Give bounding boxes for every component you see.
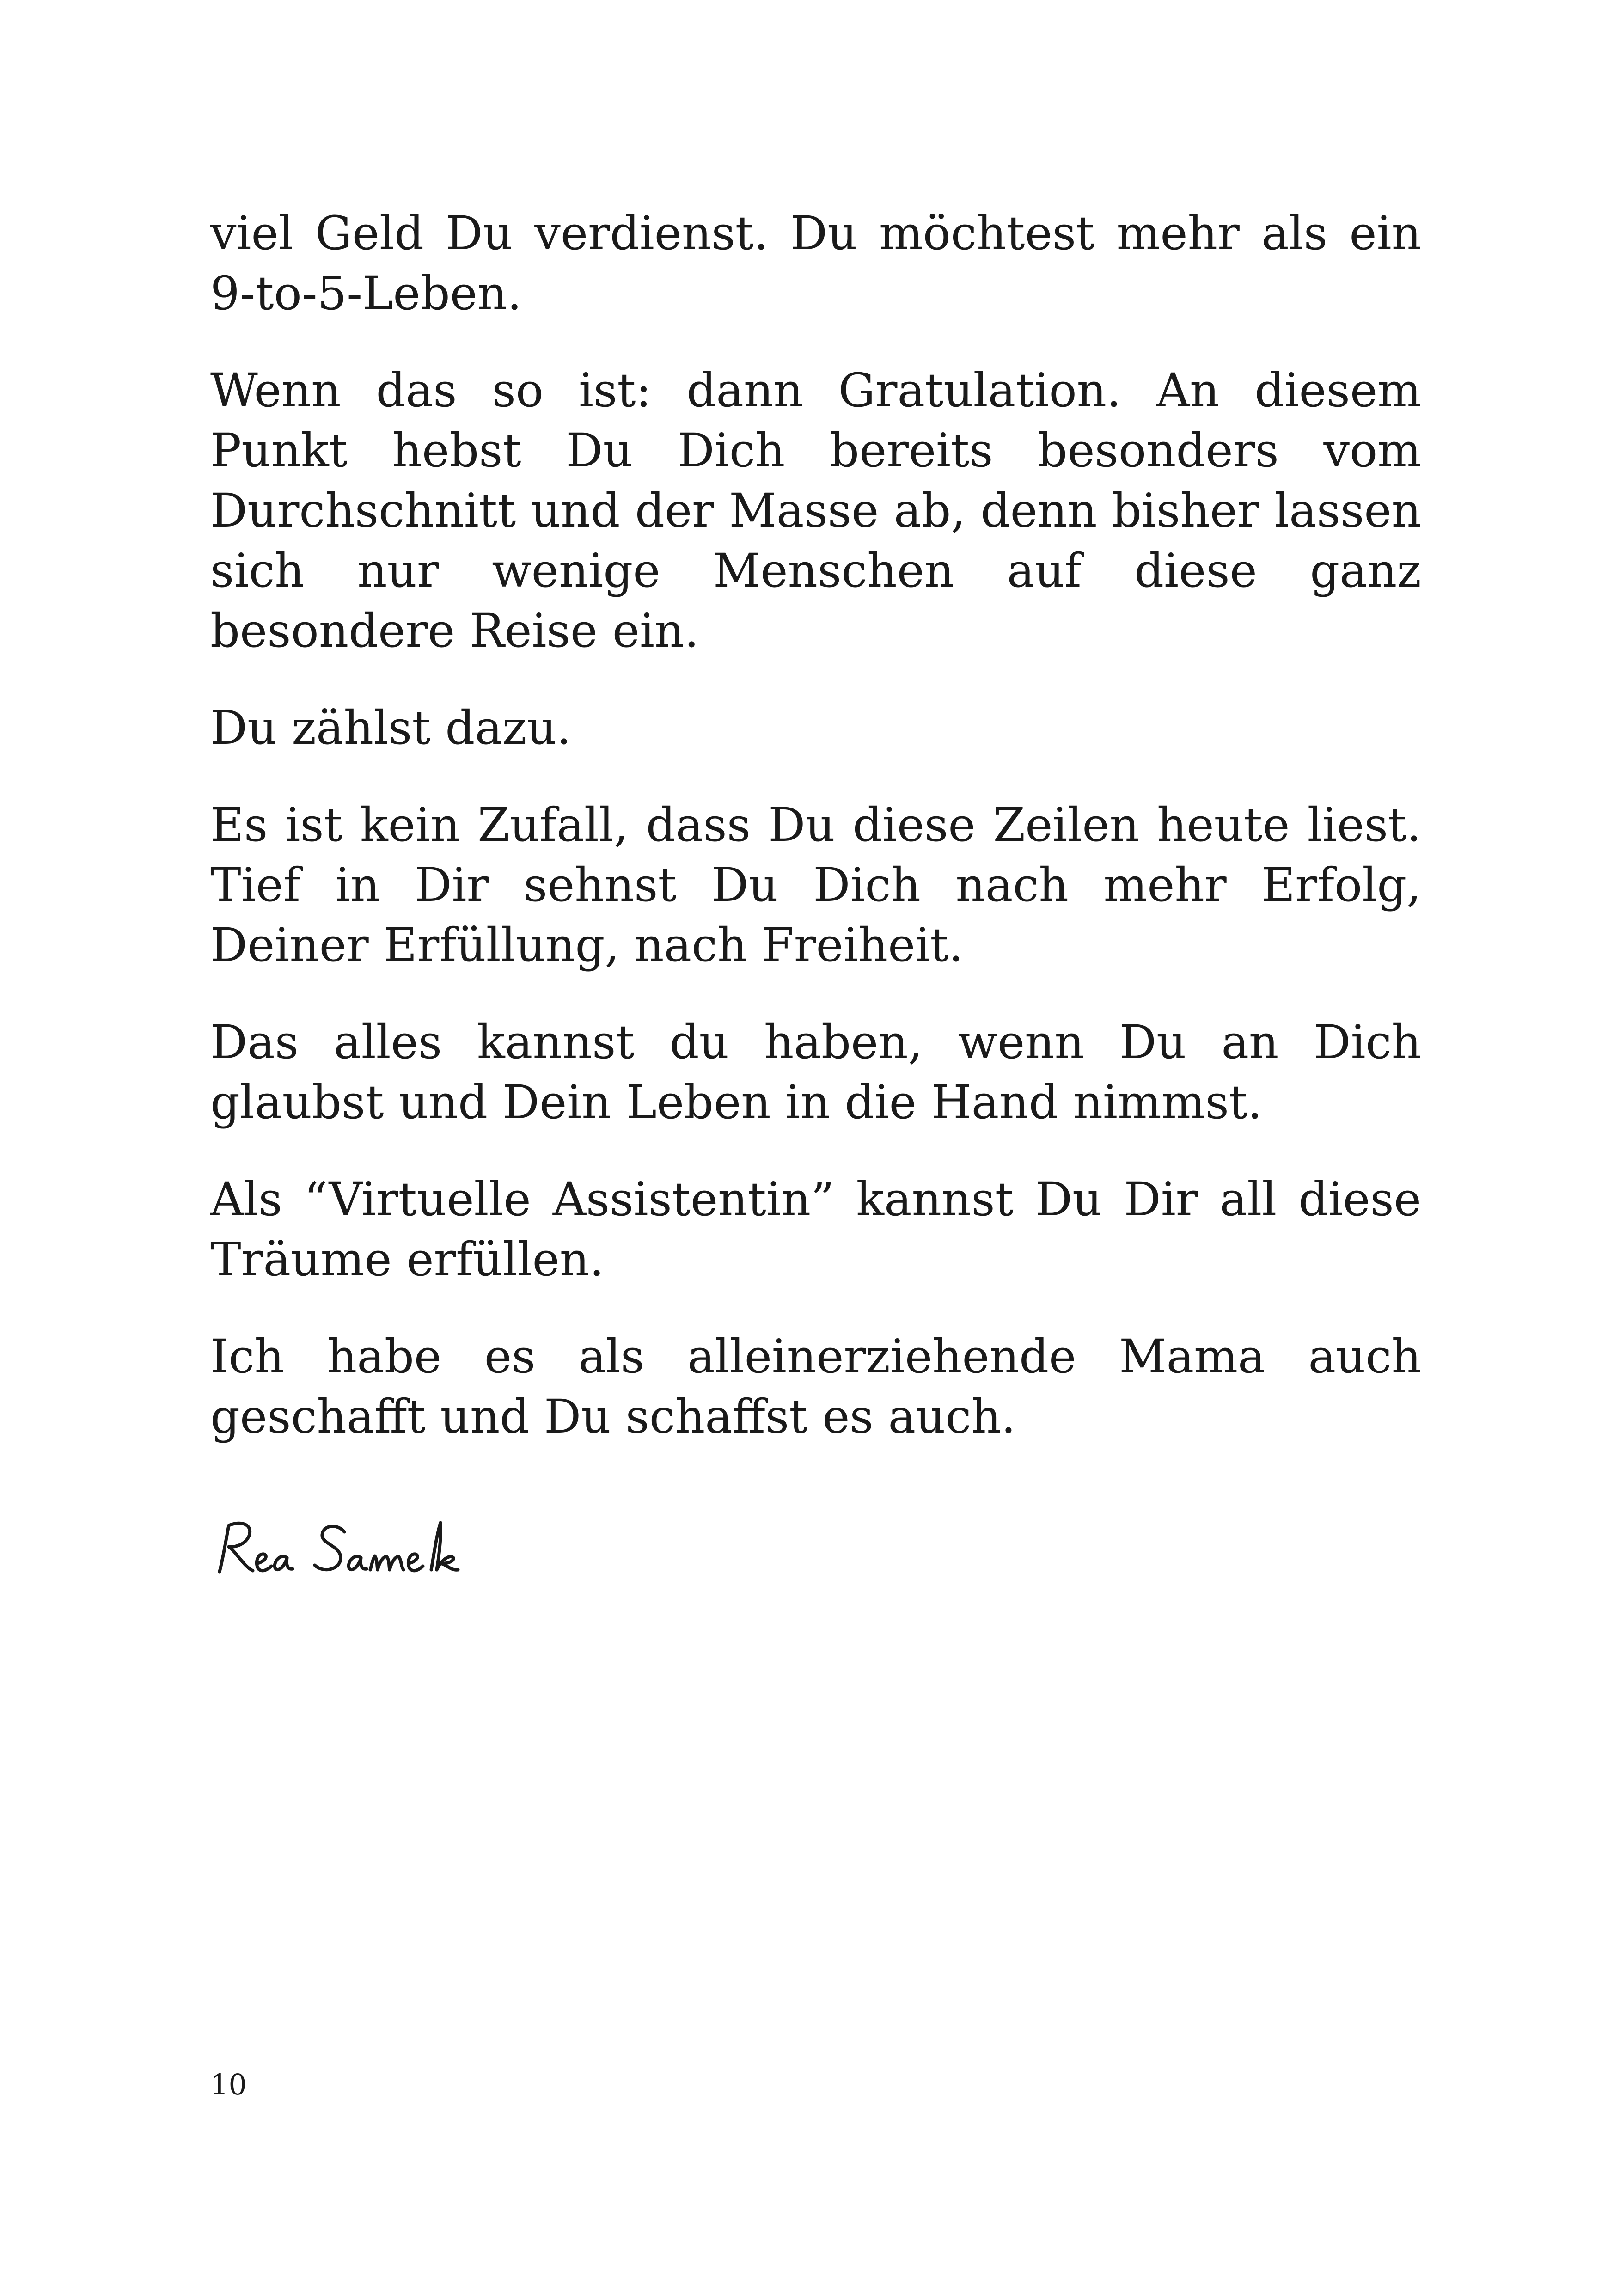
paragraph-4: Es ist kein Zufall, dass Du diese Zeilen heute liest. Tief in Dir sehnst Du Dich nach mehr Erfolg, Deiner Erfüllung, nach Freiheit. [210, 798, 1421, 972]
paragraph-3: Du zählst dazu. [210, 701, 571, 755]
paragraph-5: Das alles kannst du haben, wenn Du an Dich glaubst und Dein Leben in die Hand nimmst. [210, 1015, 1421, 1129]
body-text [210, 203, 1421, 1484]
signature [210, 1512, 488, 1586]
paragraph-6: Als “Virtuelle Assistentin” kannst Du Dir all diese Träume erfüllen. [210, 1172, 1421, 1286]
paragraph-2: Wenn das so ist: dann Gratulation. An diesem Punkt hebst Du Dich bereits besonders vom Durchschnitt und der Masse ab, denn bisher lassen sich nur wenige Menschen auf diese ganz besondere Reise ein. [210, 363, 1421, 658]
page-number: 10 [210, 2068, 247, 2101]
paragraph-1: viel Geld Du verdienst. Du möchtest mehr als ein 9-to-5-Leben. [210, 206, 1421, 320]
paragraph-7: Ich habe es als alleinerziehende Mama auch geschafft und Du schaffst es auch. [210, 1329, 1421, 1444]
